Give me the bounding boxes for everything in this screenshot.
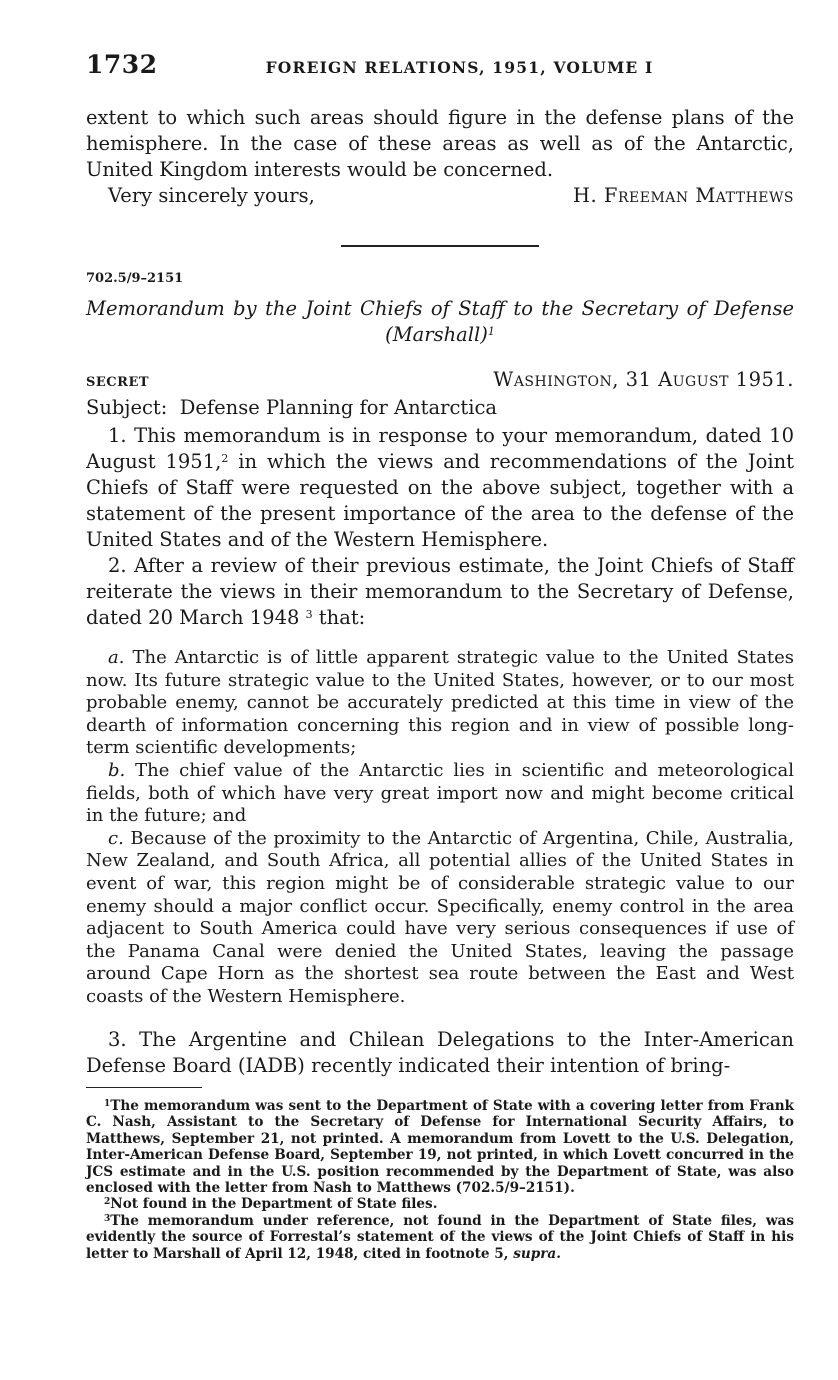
paragraph-2-start: 2. After a review of their previous estimate, the Joint Chiefs of Staff reiterate the views in their memorandum to the Secretary of Defense, dated 20 March 1948 <box>86 554 794 629</box>
footnote-ref-2: 2 <box>221 452 229 465</box>
memo-body-continued <box>86 1027 794 1079</box>
spacer <box>86 1009 794 1027</box>
page-header <box>86 50 794 79</box>
footnote-text: Not found in the Department of State files. <box>110 1196 438 1213</box>
title-recipient: (Marshall) <box>385 323 488 346</box>
footnote <box>86 1098 794 1196</box>
running-title: FOREIGN RELATIONS, 1951, VOLUME I <box>265 58 654 77</box>
subject-label: Subject: <box>86 396 168 419</box>
letter-paragraph: extent to which such areas should figure in the defense plans of the hemisphere. In the case of these areas as well as of the Antarctic, United Kingdom interests would be concerned. <box>86 106 794 181</box>
section-divider <box>341 245 539 247</box>
quote-item-a <box>86 647 794 760</box>
paragraph-3: 3. The Argentine and Chilean Delegations to the Inter-American Defense Board (IADB) recently indicated their intention of bring- <box>86 1027 794 1077</box>
classification-row <box>86 368 794 391</box>
quoted-views <box>86 647 794 1009</box>
letter-end <box>86 105 794 183</box>
subject-text: Defense Planning for Antarctica <box>179 396 497 419</box>
quote-label-c: c. <box>108 827 124 849</box>
footnotes <box>86 1098 794 1262</box>
footnote-divider <box>86 1087 202 1089</box>
signature: H. Freeman Matthews <box>573 184 794 207</box>
page-number: 1732 <box>86 50 158 79</box>
footnote-text: The memorandum under reference, not found in the Department of State files, was evidently the source of Forrestal’s statement of the views of the Joint Chiefs of Staff in his letter to Marshall of April 12, 1948, cited in footnote 5, <box>86 1212 794 1262</box>
document-page <box>86 50 794 1262</box>
quote-label-a: a. <box>108 647 125 668</box>
quote-text-b: The chief value of the Antarctic lies in scientific and meteorological fields, both of which have very great import now and might become critical in the future; and <box>86 759 794 827</box>
footnote-ref-3: 3 <box>305 608 313 621</box>
memo-body <box>86 423 794 631</box>
footnote-mark: 3 <box>104 1213 111 1224</box>
footnote <box>86 1213 794 1262</box>
paragraph-2 <box>86 553 794 631</box>
letter-closing-row <box>86 183 794 209</box>
paragraph-1-start: 1. This memorandum is in response to your memorandum, dated 10 August 1951, <box>86 424 794 473</box>
classification: SECRET <box>86 375 150 390</box>
title-line-1: Memorandum by the Joint Chiefs of Staff to the Secretary of Defense <box>86 297 794 320</box>
dateline: Washington, 31 August 1951. <box>493 368 794 391</box>
paragraph-1 <box>86 423 794 553</box>
footnote-text: The memorandum was sent to the Department of State with a covering letter from Frank C. Nash, Assistant to the Secretary of Defense for International Security Affairs, to Matthews, September 21, not printed. A memorandum from Lovett to the U.S. Delegation, Inter-American Defense Board, September 19, not printed, in which Lovett concurred in the JCS estimate and in the U.S. position recommended by the Department of State, was also enclosed with the letter from Nash to Matthews (702.5/9–2151). <box>86 1098 794 1197</box>
quote-text-c: Because of the proximity to the Antarctic of Argentina, Chile, Australia, New Zealand, and South Africa, all potential allies of the United States in event of war, this region might be of considerable strategic value to our enemy should a major conflict occur. Specifically, enemy control in the area adjacent to South America could have very serious consequences if use of the Panama Canal were denied the United States, leaving the passage around Cape Horn as the shortest sea route between the East and West coasts of the Western Hemisphere. <box>86 827 794 1007</box>
quote-item-c <box>86 828 794 1009</box>
paragraph-1-end: in which the views and recommendations of the Joint Chiefs of Staff were requested on the above subject, together with a statement of the present importance of the area to the defense of the United States and of the Western Hemisphere. <box>86 450 794 551</box>
title-line-2 <box>86 322 794 348</box>
subject-line <box>86 395 794 421</box>
footnote-mark: 2 <box>104 1197 111 1208</box>
document-title <box>86 296 794 348</box>
quote-item-b <box>86 760 794 828</box>
footnote-mark: 1 <box>104 1099 111 1109</box>
closing-text: Very sincerely yours, <box>108 184 315 207</box>
footnote-ref-1: 1 <box>487 325 495 338</box>
footnote-italic: supra. <box>513 1245 561 1262</box>
file-number: 702.5/9–2151 <box>86 271 184 286</box>
quote-label-b: b. <box>108 759 126 781</box>
paragraph-2-end: that: <box>312 606 366 629</box>
footnote <box>86 1196 794 1212</box>
quote-text-a: The Antarctic is of little apparent strategic value to the United States now. Its future strategic value to the United States, however, or to our most probable enemy, cannot be accurately predicted at this time in view of the dearth of information concerning this region and in view of possible long-term scientific developments; <box>86 647 794 759</box>
